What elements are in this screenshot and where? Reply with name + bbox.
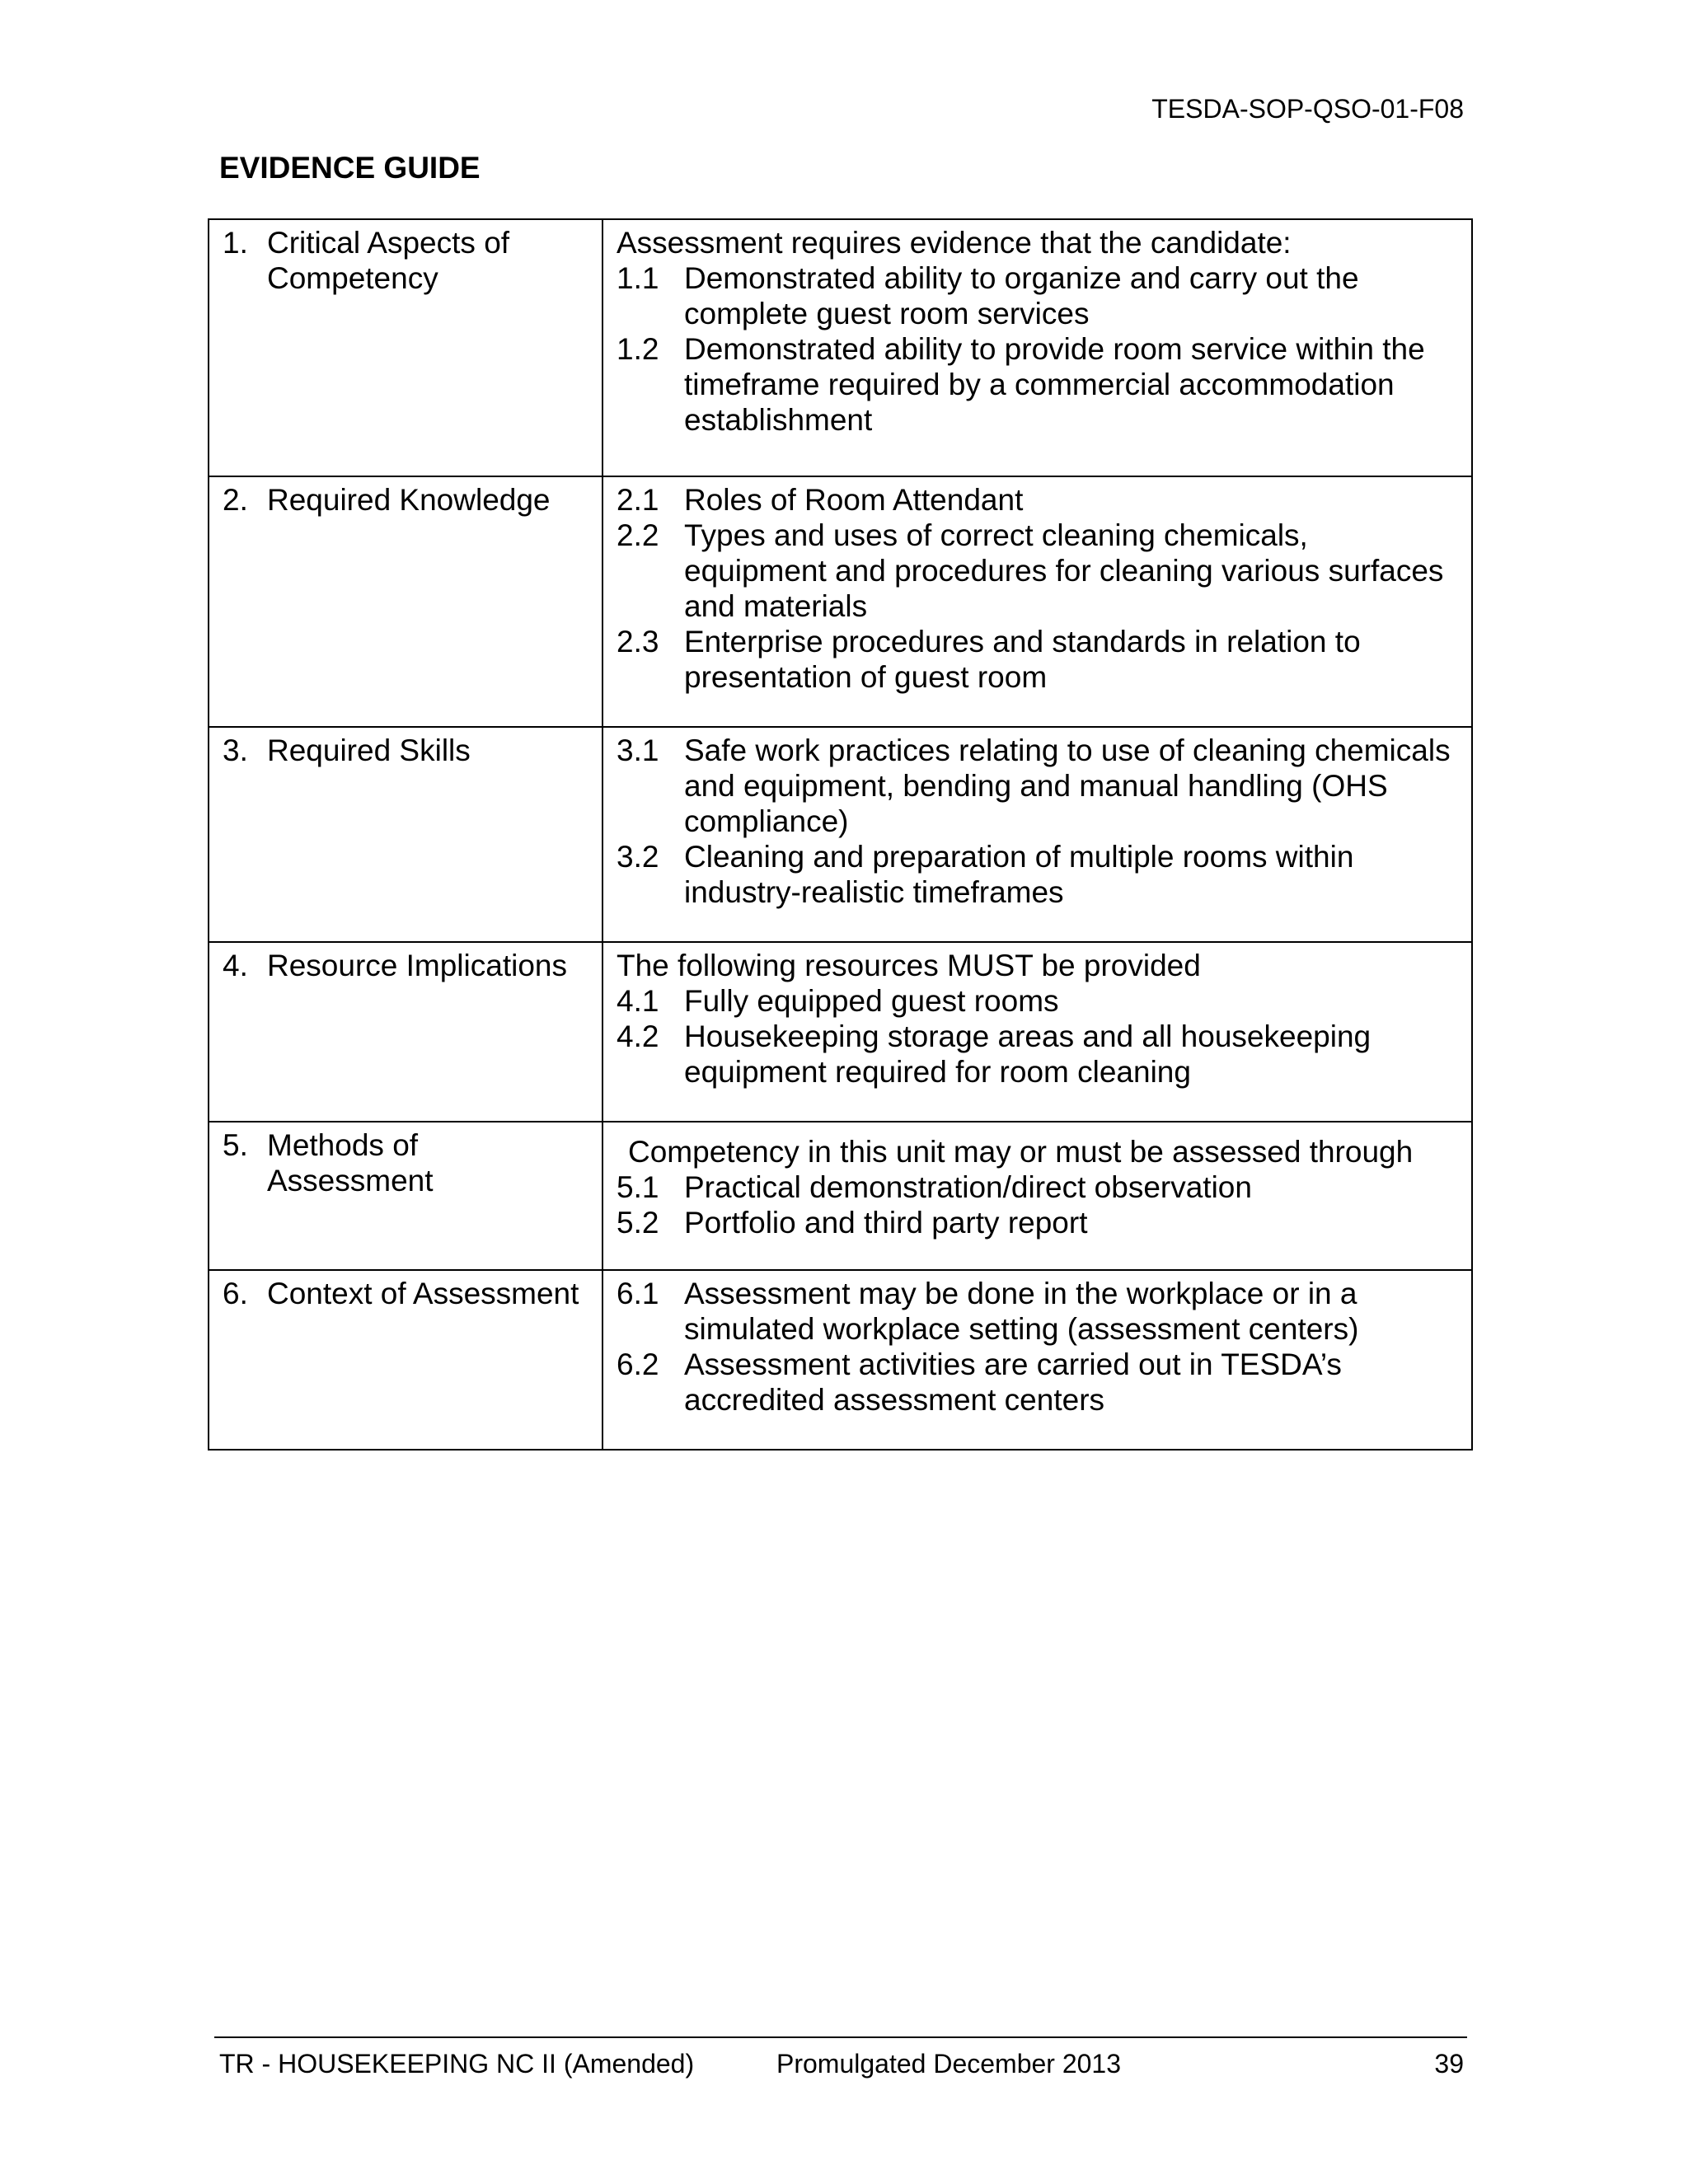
row-number: 2. [223,483,248,517]
item-number: 4.1 [617,984,659,1018]
item-text: Housekeeping storage areas and all housekeeping equipment required for room cleaning [684,1019,1372,1089]
table-row [209,727,1472,942]
item-text: Fully equipped guest rooms [684,984,1059,1018]
details-cell [603,476,1472,727]
list-item [617,839,1458,910]
details-cell [603,942,1472,1122]
table-row [209,942,1472,1122]
table-row [209,1270,1472,1450]
details-cell [603,727,1472,942]
item-number: 3.1 [617,733,659,767]
item-text: Assessment activities are carried out in TESDA’s accredited assessment centers [684,1347,1342,1417]
item-number: 2.2 [617,518,659,552]
aspect-cell [209,727,603,942]
item-text: Demonstrated ability to organize and carry out the complete guest room services [684,261,1359,330]
item-text: Cleaning and preparation of multiple rooms within industry-realistic timeframes [684,840,1354,909]
list-item [617,260,1458,331]
item-text: Assessment may be done in the workplace or in a simulated workplace setting (assessment centers) [684,1277,1359,1346]
list-item [617,1347,1458,1418]
details-cell [603,1270,1472,1450]
item-number: 1.2 [617,332,659,366]
footer-document-title: TR - HOUSEKEEPING NC II (Amended) [219,2049,695,2079]
evidence-guide-table [208,218,1473,1451]
details-cell [603,219,1472,476]
details-cell [603,1122,1472,1270]
aspect-cell [209,942,603,1122]
table-row [209,219,1472,476]
row-number: 1. [223,226,248,260]
page-number: 39 [1434,2049,1464,2079]
details-intro: The following resources MUST be provided [617,949,1201,982]
aspect-cell [209,219,603,476]
table-row [209,1122,1472,1270]
list-item [617,983,1458,1019]
aspect-cell [209,1122,603,1270]
item-text: Demonstrated ability to provide room service within the timeframe required by a commercial accommodation establishment [684,332,1425,437]
list-item [617,733,1458,839]
aspect-label: Critical Aspects of Competency [267,226,510,295]
item-text: Portfolio and third party report [684,1206,1088,1240]
details-intro: Assessment requires evidence that the candidate: [617,226,1292,260]
item-text: Practical demonstration/direct observation [684,1170,1252,1204]
item-number: 4.2 [617,1019,659,1053]
item-number: 2.3 [617,625,659,658]
item-number: 6.1 [617,1277,659,1310]
document-code: TESDA-SOP-QSO-01-F08 [1151,94,1464,124]
list-item [617,1205,1458,1240]
footer-divider [214,2036,1467,2038]
list-item [617,1276,1458,1347]
item-text: Enterprise procedures and standards in relation to presentation of guest room [684,625,1361,694]
aspect-label: Methods of Assessment [267,1128,434,1197]
details-intro: Competency in this unit may or must be assessed through [628,1135,1414,1169]
aspect-label: Required Knowledge [267,483,551,517]
list-item [617,1169,1458,1205]
table-row [209,476,1472,727]
item-number: 5.1 [617,1170,659,1204]
aspect-cell [209,1270,603,1450]
item-number: 2.1 [617,483,659,517]
row-number: 5. [223,1128,248,1162]
list-item [617,331,1458,438]
aspect-label: Required Skills [267,733,471,767]
list-item [617,624,1458,695]
list-item [617,518,1458,624]
page-title: EVIDENCE GUIDE [219,151,481,185]
item-text: Safe work practices relating to use of cleaning chemicals and equipment, bending and manual handling (OHS compliance) [684,733,1451,838]
aspect-label: Resource Implications [267,949,567,982]
aspect-cell [209,476,603,727]
list-item [617,1019,1458,1090]
item-number: 1.1 [617,261,659,295]
item-text: Roles of Room Attendant [684,483,1024,517]
aspect-label: Context of Assessment [267,1277,579,1310]
item-number: 3.2 [617,840,659,874]
item-number: 6.2 [617,1347,659,1381]
row-number: 4. [223,949,248,982]
row-number: 3. [223,733,248,767]
item-text: Types and uses of correct cleaning chemicals, equipment and procedures for cleaning various surfaces and materials [684,518,1444,623]
row-number: 6. [223,1277,248,1310]
footer-promulgation-date: Promulgated December 2013 [776,2049,1122,2079]
item-number: 5.2 [617,1206,659,1240]
list-item [617,482,1458,518]
